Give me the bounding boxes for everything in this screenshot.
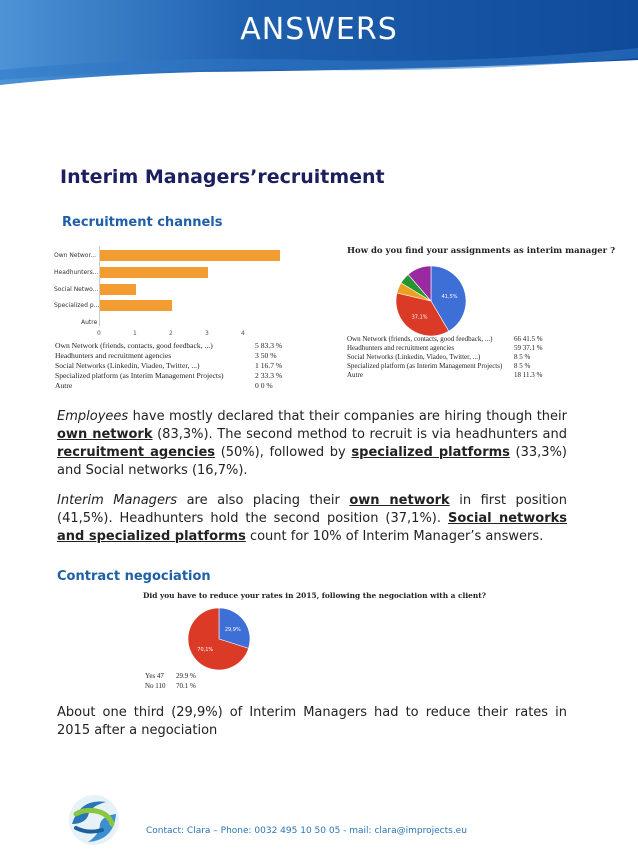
legend-value: 8 5 % — [514, 362, 531, 370]
contract-pie-chart — [188, 608, 250, 670]
page-title: ANSWERS — [240, 12, 398, 47]
contract-chart-title: Did you have to reduce your rates in 2015, following the negociation with a client? — [143, 591, 486, 600]
text-span: Interim Managers — [57, 493, 178, 508]
contract-heading: Contract negociation — [57, 569, 211, 584]
text-span: (33,3%) and Social networks (16,7%). — [57, 445, 567, 478]
legend-value: 59 37.1 % — [514, 344, 543, 352]
text-span: recruitment agencies — [57, 445, 216, 460]
legend-label: Autre — [55, 381, 73, 390]
text-span: (50%), followed by — [215, 445, 352, 460]
employees-paragraph — [57, 408, 567, 480]
bar-category-label: Social Netwo... — [54, 286, 99, 293]
bar-category-label: Headhunters... — [54, 269, 99, 276]
text-span: own network — [57, 427, 153, 442]
bar-category-label: Specialized p... — [54, 302, 100, 309]
header-banner — [0, 0, 638, 85]
bar — [100, 250, 280, 261]
section-title: Interim Managers’recruitment — [60, 166, 385, 188]
x-tick-label: 2 — [169, 330, 173, 337]
legend-label: Specialized platform (as Interim Management Projects) — [347, 362, 503, 370]
managers-paragraph — [57, 492, 567, 546]
legend-value: 66 41.5 % — [514, 335, 543, 343]
legend-value: 70.1 % — [176, 682, 196, 690]
legend-label: Own Network (friends, contacts, good feedback, ...) — [55, 341, 213, 350]
pie-slice-label: 29,9% — [224, 626, 241, 633]
bar — [100, 267, 208, 278]
managers-chart-title: How do you find your assignments as interim manager ? — [347, 246, 616, 256]
bar — [100, 300, 172, 311]
text-span: Employees — [57, 409, 129, 424]
pie-slice-label: 37,1% — [411, 314, 428, 321]
legend-label: Yes 47 — [145, 672, 164, 680]
company-logo-icon — [66, 794, 122, 846]
x-tick-label: 1 — [133, 330, 137, 337]
legend-label: Own Network (friends, contacts, good feedback, ...) — [347, 335, 493, 343]
legend-value: 29.9 % — [176, 672, 196, 680]
bar-category-label: Autre — [81, 319, 98, 326]
text-span: are also placing their — [177, 493, 350, 508]
bar-chart-area — [53, 240, 301, 340]
text-span: count for 10% of Interim Manager’s answers. — [245, 529, 544, 544]
legend-label: No 110 — [145, 682, 166, 690]
recruitment-channels-heading: Recruitment channels — [62, 215, 223, 230]
x-tick-label: 0 — [97, 330, 101, 337]
bar-category-label: Own Networ... — [54, 252, 97, 259]
text-span: (83,3%). The second method to recruit is via headhunters and — [152, 427, 567, 442]
footer-contact: Contact: Clara – Phone: 0032 495 10 50 05 - mail: clara@improjects.eu — [146, 826, 467, 836]
legend-label: Autre — [347, 371, 363, 379]
contract-conclusion: About one third (29,9%) of Interim Managers had to reduce their rates in 2015 after a negociation — [57, 705, 567, 738]
managers-pie-chart — [396, 266, 466, 336]
legend-value: 0 0 % — [255, 381, 273, 390]
text-span: specialized platforms — [351, 445, 510, 460]
text-span: have mostly declared that their companies are hiring though their — [128, 409, 567, 424]
legend-label: Headhunters and recruitment agencies — [347, 344, 455, 352]
legend-value: 8 5 % — [514, 353, 531, 361]
text-span: Social networks and specialized platforms — [57, 511, 567, 544]
legend-label: Headhunters and recruitment agencies — [55, 351, 172, 360]
bar — [100, 284, 136, 295]
pie-slice-label: 41,5% — [441, 293, 458, 300]
text-span: own network — [349, 493, 450, 508]
legend-value: 2 33.3 % — [255, 371, 283, 380]
x-tick-label: 4 — [241, 330, 245, 337]
legend-label: Specialized platform (as Interim Management Projects) — [55, 371, 224, 380]
pie-slice-label: 70,1% — [197, 647, 214, 654]
legend-value: 5 83.3 % — [255, 341, 283, 350]
managers-chart-figure — [345, 244, 616, 389]
legend-value: 18 11.3 % — [514, 371, 543, 379]
legend-value: 3 50 % — [255, 351, 277, 360]
legend-value: 1 16.7 % — [255, 361, 283, 370]
employees-chart-figure — [53, 240, 301, 390]
legend-label: Social Networks (Linkedin, Viadeo, Twitter, ...) — [55, 361, 200, 370]
text-span: in first position (41,5%). Headhunters hold the second position (37,1%). — [57, 493, 567, 526]
x-tick-label: 3 — [205, 330, 209, 337]
legend-label: Social Networks (Linkedin, Viadeo, Twitter, ...) — [347, 353, 481, 361]
contract-chart-figure — [143, 590, 486, 695]
